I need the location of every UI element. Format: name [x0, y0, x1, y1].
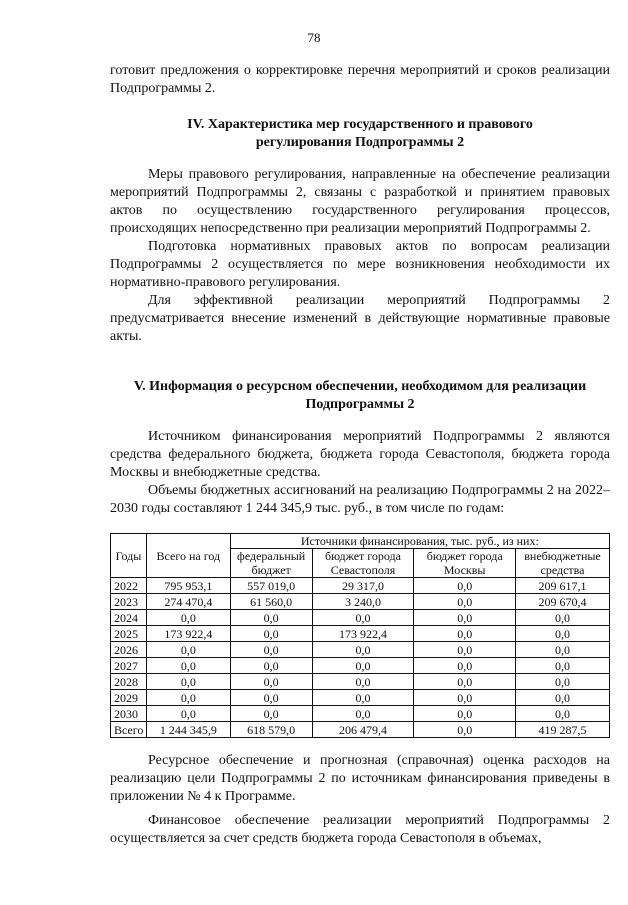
cell-moscow: 0,0: [414, 722, 516, 738]
cell-federal: 0,0: [230, 674, 312, 690]
header-total: Всего на год: [146, 534, 230, 578]
cell-moscow: 0,0: [414, 642, 516, 658]
cell-federal: 0,0: [230, 706, 312, 722]
table-row: [111, 690, 610, 706]
cell-total: 274 470,4: [146, 594, 230, 610]
cell-year: 2025: [111, 626, 147, 642]
cell-extra: 0,0: [516, 658, 610, 674]
cell-sevastopol: 0,0: [312, 674, 414, 690]
cell-year: 2030: [111, 706, 147, 722]
cell-federal: 0,0: [230, 642, 312, 658]
cell-year: Всего: [111, 722, 147, 738]
cell-total: 0,0: [146, 642, 230, 658]
section4-paragraph: Меры правового регулирования, направленные на обеспечение реализации мероприятий Подпрограммы 2, связаны с разработкой и принятием правовых актов по осуществлению государственного регулирования процессов, происходящих непосредственно при реализации мероприятий Подпрограммы 2.: [110, 167, 610, 236]
intro-text: готовит предложения о корректировке перечня мероприятий и сроков реализации Подпрограммы 2.: [110, 63, 610, 96]
table-row: [111, 594, 610, 610]
financing-table: [110, 533, 610, 738]
cell-sevastopol: 206 479,4: [312, 722, 414, 738]
section4-body: [110, 166, 610, 346]
cell-federal: 0,0: [230, 610, 312, 626]
table-row: [111, 578, 610, 594]
cell-extra: 0,0: [516, 674, 610, 690]
cell-federal: 61 560,0: [230, 594, 312, 610]
cell-year: 2027: [111, 658, 147, 674]
cell-total: 173 922,4: [146, 626, 230, 642]
cell-moscow: 0,0: [414, 578, 516, 594]
header-years: Годы: [111, 534, 147, 578]
header-moscow: бюджет города Москвы: [414, 549, 516, 578]
cell-sevastopol: 0,0: [312, 706, 414, 722]
cell-extra: 0,0: [516, 642, 610, 658]
section5-paragraph: Объемы бюджетных ассигнований на реализацию Подпрограммы 2 на 2022–2030 годы составляют 1 244 345,9 тыс. руб., в том числе по годам:: [110, 483, 610, 516]
cell-moscow: 0,0: [414, 610, 516, 626]
cell-total: 795 953,1: [146, 578, 230, 594]
header-sources-group: Источники финансирования, тыс. руб., из них:: [230, 534, 609, 549]
cell-sevastopol: 0,0: [312, 690, 414, 706]
cell-total: 0,0: [146, 690, 230, 706]
page-number: 78: [307, 30, 321, 45]
section5-heading: [110, 378, 610, 414]
cell-moscow: 0,0: [414, 658, 516, 674]
cell-federal: 0,0: [230, 690, 312, 706]
closing-paragraph: Ресурсное обеспечение и прогнозная (справочная) оценка расходов на реализацию цели Подпрограммы 2 по источникам финансирования приведены в приложении № 4 к Программе.: [110, 753, 610, 804]
cell-total: 1 244 345,9: [146, 722, 230, 738]
intro-paragraph: [110, 62, 610, 98]
header-sevastopol: бюджет города Севастополя: [312, 549, 414, 578]
cell-extra: 419 287,5: [516, 722, 610, 738]
section4-paragraph: Для эффективной реализации мероприятий Подпрограммы 2 предусматривается внесение изменений в действующие нормативные правовые акты.: [110, 293, 610, 344]
cell-moscow: 0,0: [414, 706, 516, 722]
cell-extra: 0,0: [516, 626, 610, 642]
cell-year: 2023: [111, 594, 147, 610]
cell-moscow: 0,0: [414, 626, 516, 642]
table-row: [111, 642, 610, 658]
cell-extra: 209 617,1: [516, 578, 610, 594]
cell-extra: 209 670,4: [516, 594, 610, 610]
cell-federal: 0,0: [230, 626, 312, 642]
table-row: [111, 706, 610, 722]
cell-moscow: 0,0: [414, 690, 516, 706]
cell-federal: 0,0: [230, 658, 312, 674]
section5-title-line1: V. Информация о ресурсном обеспечении, необходимом для реализации: [133, 379, 587, 394]
header-extra: внебюджетные средства: [516, 549, 610, 578]
cell-extra: 0,0: [516, 610, 610, 626]
cell-sevastopol: 0,0: [312, 610, 414, 626]
section4-title-line1: IV. Характеристика мер государственного и правового: [187, 117, 533, 132]
cell-federal: 618 579,0: [230, 722, 312, 738]
table-row: [111, 658, 610, 674]
cell-total: 0,0: [146, 658, 230, 674]
cell-sevastopol: 0,0: [312, 658, 414, 674]
cell-sevastopol: 0,0: [312, 642, 414, 658]
cell-year: 2024: [111, 610, 147, 626]
cell-sevastopol: 173 922,4: [312, 626, 414, 642]
cell-federal: 557 019,0: [230, 578, 312, 594]
cell-year: 2022: [111, 578, 147, 594]
cell-total: 0,0: [146, 706, 230, 722]
closing-body: [110, 752, 610, 848]
cell-year: 2028: [111, 674, 147, 690]
cell-moscow: 0,0: [414, 594, 516, 610]
table-total-row: [111, 722, 610, 738]
cell-moscow: 0,0: [414, 674, 516, 690]
cell-total: 0,0: [146, 674, 230, 690]
section4-paragraph: Подготовка нормативных правовых актов по вопросам реализации Подпрограммы 2 осуществляется по мере возникновения необходимости их нормативно-правового регулирования.: [110, 239, 610, 290]
cell-extra: 0,0: [516, 706, 610, 722]
cell-year: 2029: [111, 690, 147, 706]
closing-paragraph: Финансовое обеспечение реализации мероприятий Подпрограммы 2 осуществляется за счет средств бюджета города Севастополя в объемах,: [110, 813, 610, 846]
cell-sevastopol: 29 317,0: [312, 578, 414, 594]
section4-heading: [110, 116, 610, 152]
section5-title-line2: Подпрограммы 2: [305, 397, 415, 412]
cell-total: 0,0: [146, 610, 230, 626]
table-row: [111, 610, 610, 626]
table-row: [111, 626, 610, 642]
header-federal: федеральный бюджет: [230, 549, 312, 578]
section4-title-line2: регулирования Подпрограммы 2: [255, 135, 465, 150]
section5-body: [110, 428, 610, 518]
cell-sevastopol: 3 240,0: [312, 594, 414, 610]
section5-paragraph: Источником финансирования мероприятий Подпрограммы 2 являются средства федерального бюджета, бюджета города Севастополя, бюджета города Москвы и внебюджетные средства.: [110, 429, 610, 480]
cell-year: 2026: [111, 642, 147, 658]
table-row: [111, 674, 610, 690]
cell-extra: 0,0: [516, 690, 610, 706]
